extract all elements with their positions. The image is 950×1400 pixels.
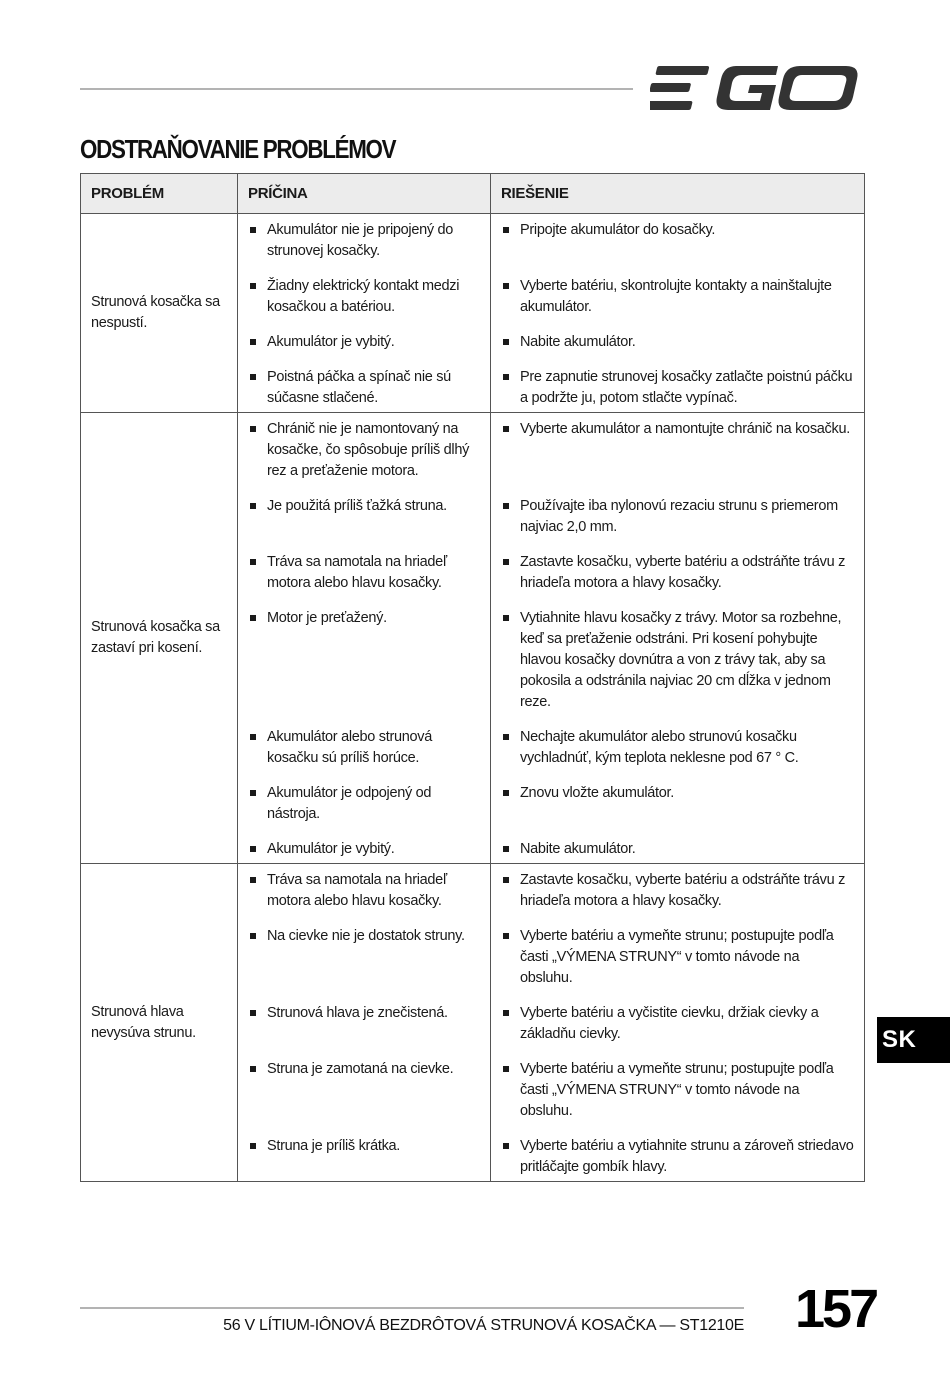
cause-text: Poistná páčka a spínač nie sú súčasne stlačené. [267, 369, 451, 406]
problem-cell: Strunová hlava nevysúva strunu. [81, 864, 238, 1182]
footer-rule [80, 1307, 744, 1309]
bullet-icon [503, 790, 509, 796]
bullet-icon [503, 1066, 509, 1072]
solution-text: Vytiahnite hlavu kosačky z trávy. Motor sa rozbehne, keď sa preťaženie odstráni. Pri kosení pohybujte hlavou kosačky dovnútra a von z trávy tak, aby sa pokosila a odstránila najviac 20 cm dĺžka v jednom reze. [520, 610, 842, 710]
solution-text: Vyberte akumulátor a namontujte chránič na kosačku. [520, 421, 850, 437]
bullet-icon [250, 846, 256, 852]
bullet-icon [250, 615, 256, 621]
cause-item [250, 608, 480, 713]
cause-text: Motor je preťažený. [267, 610, 387, 626]
cause-item [250, 1136, 480, 1178]
bullet-icon [250, 1010, 256, 1016]
bullet-icon [503, 559, 509, 565]
troubleshooting-table [80, 173, 865, 1182]
solution-item [503, 783, 854, 825]
cause-text: Chránič nie je namontovaný na kosačke, čo spôsobuje príliš dlhý rez a preťaženie motora. [267, 421, 470, 479]
solution-text: Pre zapnutie strunovej kosačky zatlačte poistnú páčku a podržte ju, potom stlačte vypínač. [520, 369, 853, 406]
solution-text: Nechajte akumulátor alebo strunovú kosačku vychladnúť, kým teplota neklesne pod 67 ° C. [520, 729, 799, 766]
cause-item [250, 552, 480, 594]
solution-item [503, 926, 854, 989]
cause-text: Struna je príliš krátka. [267, 1138, 401, 1154]
cause-text: Akumulátor je vybitý. [267, 841, 395, 857]
bullet-icon [503, 1143, 509, 1149]
bullet-icon [503, 615, 509, 621]
table-row [81, 864, 865, 1182]
solution-item [503, 727, 854, 769]
bullet-icon [503, 283, 509, 289]
cause-text: Akumulátor alebo strunová kosačku sú príliš horúce. [267, 729, 432, 766]
bullet-icon [250, 374, 256, 380]
bullet-icon [250, 1143, 256, 1149]
header-solution: RIEŠENIE [491, 174, 865, 214]
bullet-icon [250, 790, 256, 796]
page-title: ODSTRAŇOVANIE PROBLÉMOV [80, 134, 396, 164]
cause-item [250, 367, 480, 409]
bullet-icon [503, 339, 509, 345]
header-problem: PROBLÉM [81, 174, 238, 214]
cause-text: Akumulátor nie je pripojený do strunovej kosačky. [267, 222, 454, 259]
header-rule [80, 88, 633, 90]
cause-text: Akumulátor je vybitý. [267, 334, 395, 350]
solution-item [503, 839, 854, 860]
cause-item [250, 1003, 480, 1045]
bullet-icon [250, 426, 256, 432]
cause-text: Tráva sa namotala na hriadeľ motora alebo hlavu kosačky. [267, 872, 447, 909]
cause-item [250, 839, 480, 860]
solution-text: Nabite akumulátor. [520, 334, 636, 350]
cause-text: Na cievke nie je dostatok struny. [267, 928, 465, 944]
table-header-row [81, 174, 865, 214]
ego-logo [650, 64, 862, 112]
cause-item [250, 783, 480, 825]
solution-item [503, 276, 854, 318]
bullet-icon [250, 734, 256, 740]
solution-item [503, 1003, 854, 1045]
cause-cell [238, 413, 491, 864]
cause-text: Tráva sa namotala na hriadeľ motora alebo hlavu kosačky. [267, 554, 447, 591]
cause-item [250, 1059, 480, 1122]
cause-item [250, 276, 480, 318]
solution-text: Zastavte kosačku, vyberte batériu a odstráňte trávu z hriadeľa motora a hlavy kosačky. [520, 554, 846, 591]
solution-item [503, 496, 854, 538]
solution-text: Znovu vložte akumulátor. [520, 785, 674, 801]
cause-item [250, 419, 480, 482]
cause-cell [238, 214, 491, 413]
solution-text: Vyberte batériu a vyčistite cievku, držiak cievky a základňu cievky. [520, 1005, 819, 1042]
page-number: 157 [795, 1279, 877, 1339]
solution-item [503, 870, 854, 912]
solution-item [503, 1136, 854, 1178]
cause-item [250, 220, 480, 262]
cause-text: Akumulátor je odpojený od nástroja. [267, 785, 432, 822]
bullet-icon [250, 339, 256, 345]
solution-text: Nabite akumulátor. [520, 841, 636, 857]
cause-item [250, 332, 480, 353]
bullet-icon [250, 503, 256, 509]
problem-cell: Strunová kosačka sa nespustí. [81, 214, 238, 413]
cause-item [250, 496, 480, 538]
bullet-icon [503, 877, 509, 883]
solution-item [503, 552, 854, 594]
bullet-icon [503, 846, 509, 852]
solution-item [503, 1059, 854, 1122]
bullet-icon [250, 933, 256, 939]
footer-title: 56 V LÍTIUM-IÔNOVÁ BEZDRÔTOVÁ STRUNOVÁ KOSAČKA — ST1210E [223, 1317, 744, 1334]
bullet-icon [503, 426, 509, 432]
bullet-icon [503, 1010, 509, 1016]
solution-text: Vyberte batériu a vytiahnite strunu a zároveň striedavo pritláčajte gombík hlavy. [520, 1138, 854, 1175]
solution-item [503, 220, 854, 262]
solution-text: Vyberte batériu a vymeňte strunu; postupujte podľa časti „VÝMENA STRUNY“ v tomto návode na obsluhu. [520, 1061, 834, 1119]
bullet-icon [250, 559, 256, 565]
bullet-icon [503, 503, 509, 509]
cause-text: Struna je zamotaná na cievke. [267, 1061, 454, 1077]
bullet-icon [503, 933, 509, 939]
cause-text: Strunová hlava je znečistená. [267, 1005, 448, 1021]
bullet-icon [250, 283, 256, 289]
solution-text: Vyberte batériu, skontrolujte kontakty a nainštalujte akumulátor. [520, 278, 832, 315]
solution-item [503, 367, 854, 409]
bullet-icon [503, 734, 509, 740]
bullet-icon [250, 877, 256, 883]
solution-text: Zastavte kosačku, vyberte batériu a odstráňte trávu z hriadeľa motora a hlavy kosačky. [520, 872, 846, 909]
cause-item [250, 870, 480, 912]
bullet-icon [503, 227, 509, 233]
solution-item [503, 608, 854, 713]
solution-text: Pripojte akumulátor do kosačky. [520, 222, 716, 238]
solution-cell [491, 214, 865, 413]
table-row [81, 214, 865, 413]
cause-item [250, 926, 480, 989]
language-tab: SK [877, 1017, 950, 1063]
solution-cell [491, 413, 865, 864]
table-row [81, 413, 865, 864]
solution-item [503, 332, 854, 353]
solution-text: Vyberte batériu a vymeňte strunu; postupujte podľa časti „VÝMENA STRUNY“ v tomto návode na obsluhu. [520, 928, 834, 986]
solution-cell [491, 864, 865, 1182]
bullet-icon [503, 374, 509, 380]
cause-text: Žiadny elektrický kontakt medzi kosačkou a batériou. [267, 278, 460, 315]
bullet-icon [250, 1066, 256, 1072]
solution-text: Používajte iba nylonovú rezaciu strunu s priemerom najviac 2,0 mm. [520, 498, 838, 535]
solution-item [503, 419, 854, 482]
cause-item [250, 727, 480, 769]
header-cause: PRÍČINA [238, 174, 491, 214]
cause-cell [238, 864, 491, 1182]
bullet-icon [250, 227, 256, 233]
problem-cell: Strunová kosačka sa zastaví pri kosení. [81, 413, 238, 864]
cause-text: Je použitá príliš ťažká struna. [267, 498, 447, 514]
